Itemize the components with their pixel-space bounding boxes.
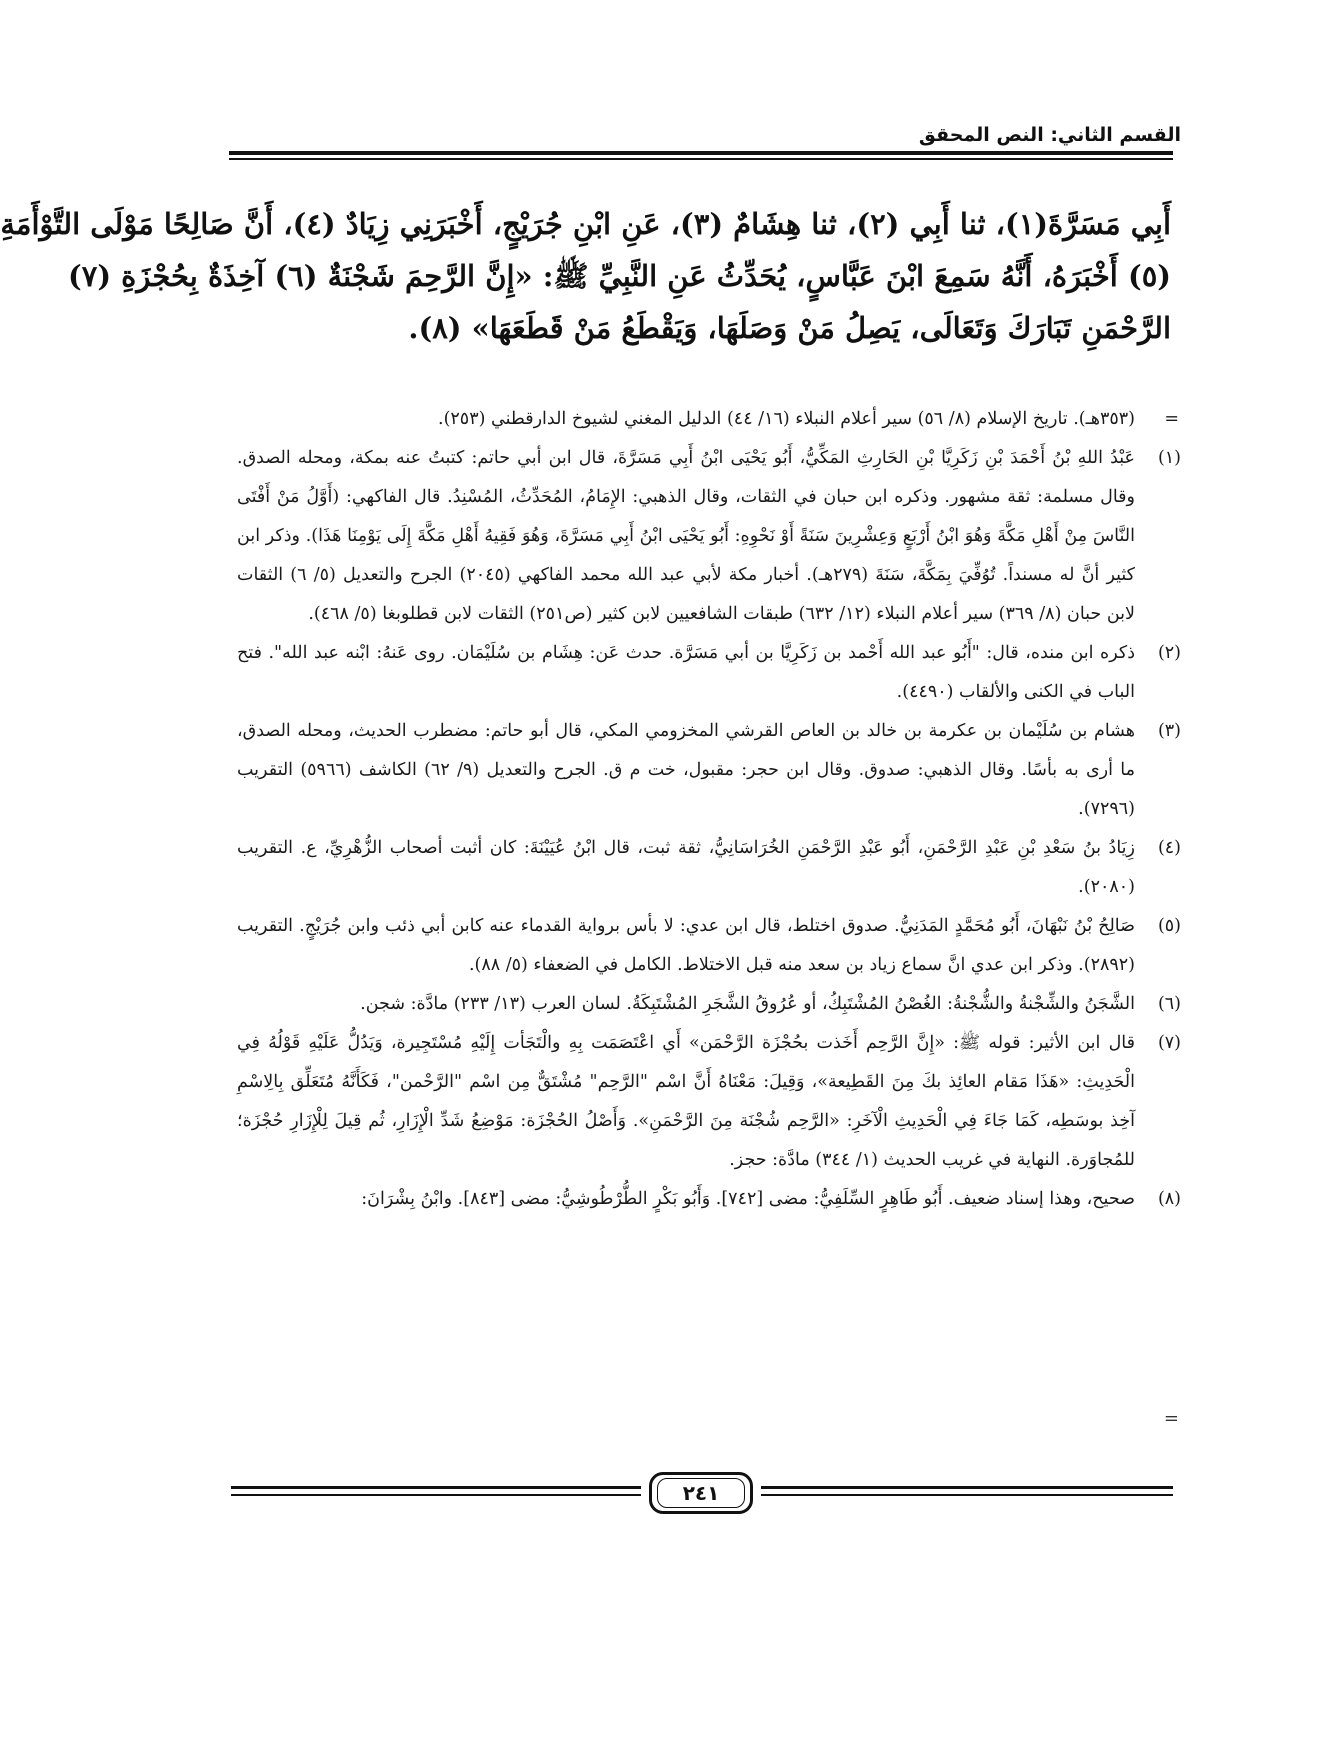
footer-rule: [231, 1486, 641, 1489]
footer-rule: [761, 1486, 1173, 1489]
footnote-8: [237, 1180, 1181, 1219]
section-title: القسم الثاني: النص المحقق: [918, 124, 1181, 146]
footnote-4: [237, 829, 1181, 907]
footnote-text: (٣٥٣هـ). تاريخ الإسلام (٨/ ٥٦) سير أعلام النبلاء (١٦/ ٤٤) الدليل المغني لشيوخ الدارقطني (٢٥٣).: [438, 409, 1135, 429]
continuation-dash: =: [1164, 409, 1179, 429]
footnote-text: ذكره ابن منده، قال: "أَبُو عبد الله أَحْمد بن زَكَرِيَّا بن أبي مَسَرَّة. حدث عَن: هِشَام بن سُلَيْمَان. روى عَنهُ: ابْنه عبد الله". فتح الباب في الكنى والألقاب (٤٤٩٠).: [237, 643, 1135, 702]
footnote-5: [237, 907, 1181, 985]
header-rule-thick: [229, 151, 1173, 155]
trailing-dash: =: [1163, 1408, 1179, 1429]
footnote-number: (١): [1157, 448, 1181, 468]
footnote-number: (٣): [1157, 721, 1181, 741]
hadith-line: أَبِي مَسَرَّةَ(١)، ثنا أَبِي (٢)، ثنا هِشَامٌ (٣)، عَنِ ابْنِ جُرَيْجٍ، أَخْبَرَنِي زِيَادٌ (٤)، أَنَّ صَالِحًا مَوْلَى التَّوْأَمَةِ: [0, 207, 1171, 241]
footnote-text: زِيَادُ بنُ سَعْدِ بْنِ عَبْدِ الرَّحْمَنِ، أَبُو عَبْدِ الرَّحْمَنِ الخُرَاسَانِيُّ، ثقة ثبت، قال ابْنُ عُيَيْنَةَ: كان أثبت أصحاب الزُّهْرِيِّ، ع. التقريب (٢٠٨٠).: [237, 838, 1135, 897]
footnote-text: هشام بن سُلَيْمان بن عكرمة بن خالد بن العاص القرشي المخزومي المكي، قال أبو حاتم: مضطرب الحديث، ومحله الصدق، ما أرى به بأسًا. وقال الذهبي: صدوق. وقال ابن حجر: مقبول، خت م ق. الجرح والتعديل (٩/ ٦٢) الكاشف (٥٩٦٦) التقريب (٧٢٩٦).: [237, 721, 1135, 819]
footer-rule: [231, 1494, 641, 1496]
footnote-text: صحيح، وهذا إسناد ضعيف. أَبُو طَاهِرٍ السِّلَفِيُّ: مضى [٧٤٢]. وَأَبُو بَكْرٍ الطُّرْطُوشِيُّ: مضى [٨٤٣]. وابْنُ بِشْرَانَ:: [361, 1189, 1135, 1209]
footnote-7: [237, 1024, 1181, 1180]
footnote-number: (٥): [1157, 916, 1181, 936]
hadith-line: (٥) أَخْبَرَهُ، أَنَّهُ سَمِعَ ابْنَ عَبَّاسٍ، يُحَدِّثُ عَنِ النَّبِيِّ ﷺ: «إِنَّ الرَّحِمَ شَجْنَةٌ (٦) آخِذَةٌ بِحُجْزَةِ (٧): [68, 259, 1171, 293]
header-rule-thin: [229, 158, 1173, 160]
footnote-text: عَبْدُ اللهِ بْنُ أَحْمَدَ بْنِ زَكَرِيَّا بْنِ الحَارِثِ المَكِّيُّ، أَبُو يَحْيَى ابْنُ أَبِي مَسَرَّةَ، قال ابن أبي حاتم: كتبتُ عنه بمكة، ومحله الصدق. وقال مسلمة: ثقة مشهور. وذكره ابن حبان في الثقات، وقال الذهبي: الإِمَامُ، المُحَدِّثُ، المُسْنِدُ. قال الفاكهي: (أَوَّلُ مَنْ أَفْتَى النَّاسَ مِنْ أَهْلِ مَكَّةَ وَهُوَ ابْنُ أَرْبَعٍ وَعِشْرِينَ سَنَةً أَوْ نَحْوِهِ: أَبُو يَحْيَى ابْنُ أَبِي مَسَرَّةَ، وَهُوَ فَقِيهُ أَهْلِ مَكَّةَ إِلَى يَوْمِنَا هَذَا). وذكر ابن كثير أنَّ له مسنداً. تُوُفِّيَ بِمَكَّةَ، سَنَةَ (٢٧٩هـ). أخبار مكة لأبي عبد الله محمد الفاكهي (٢٠٤٥) الجرح والتعديل (٥/ ٦) الثقات لابن حبان (٨/ ٣٦٩) سير أعلام النبلاء (١٢/ ٦٣٢) طبقات الشافعيين لابن كثير (ص٢٥١) الثقات لابن قطلوبغا (٥/ ٤٦٨).: [237, 448, 1135, 624]
footnote-text: قال ابن الأثير: قوله ﷺ: «إِنَّ الرَّحِم أَخَذت بحُجْزَة الرَّحْمَن» أَي اعْتَصَمَت بِهِ والْتَجَأت إِلَيْهِ مُسْتَجِيرة، وَيَدُلُّ عَلَيْهِ قَوْلُهُ فِي الْحَدِيثِ: «هَذَا مَقام العائِذ بكَ مِنَ القَطِيعة»، وَقِيلَ: مَعْنَاهُ أَنَّ اسْم "الرَّحِم" مُشْتَقٌّ مِن اسْم "الرَّحْمن"، فَكَأَنَّهُ مُتَعَلِّق بِالِاسْمِ آخِذ بوسَطِه، كَمَا جَاءَ فِي الْحَدِيثِ الْآخَرِ: «الرَّحِم شُجْنَة مِنَ الرَّحْمَنِ». وَأَصْلُ الحُجْزَة: مَوْضِعُ شَدِّ الْإِزَارِ، ثُم قِيلَ لِلْإِزَارِ حُجْزَة؛ للمُجاوَرة. النهاية في غريب الحديث (١/ ٣٤٤) مادَّة: حجز.: [237, 1033, 1135, 1170]
footnote-text: الشَّجَنُ والشِّجْنةُ والشُّجْنةُ: الغُصْنُ المُشْتَبِكُ، أو عُرُوقُ الشَّجَرِ المُشْتَبِكَةُ. لسان العرب (١٣/ ٢٣٣) مادَّة: شجن.: [360, 994, 1135, 1014]
footnote-continuation: [237, 400, 1181, 439]
footnote-text: صَالِحُ بْنُ نَبْهَانَ، أَبُو مُحَمَّدٍ المَدَنِيُّ. صدوق اختلط، قال ابن عدي: لا بأس برواية القدماء عنه كابن أبي ذئب وابن جُرَيْجٍ. التقريب (٢٨٩٢). وذكر ابن عدي انَّ سماع زياد بن سعد منه قبل الاختلاط. الكامل في الضعفاء (٥/ ٨٨).: [237, 916, 1135, 975]
page-number: ٢٤١: [657, 1478, 745, 1508]
footnote-number: (٨): [1157, 1189, 1181, 1209]
footnotes: [237, 400, 1181, 1219]
footnote-number: (٧): [1157, 1033, 1181, 1053]
hadith-text: [0, 198, 1171, 354]
page-number-frame: [649, 1472, 753, 1514]
footnote-number: (٦): [1157, 994, 1181, 1014]
footnote-number: (٤): [1157, 838, 1181, 858]
footnote-number: (٢): [1157, 643, 1181, 663]
footnote-6: [237, 985, 1181, 1024]
footnote-1: [237, 439, 1181, 634]
footer-rule: [761, 1494, 1173, 1496]
footnote-2: [237, 634, 1181, 712]
hadith-line: الرَّحْمَنِ تَبَارَكَ وَتَعَالَى، يَصِلُ مَنْ وَصَلَهَا، وَيَقْطَعُ مَنْ قَطَعَهَا» (٨).: [408, 311, 1171, 345]
footnote-3: [237, 712, 1181, 829]
